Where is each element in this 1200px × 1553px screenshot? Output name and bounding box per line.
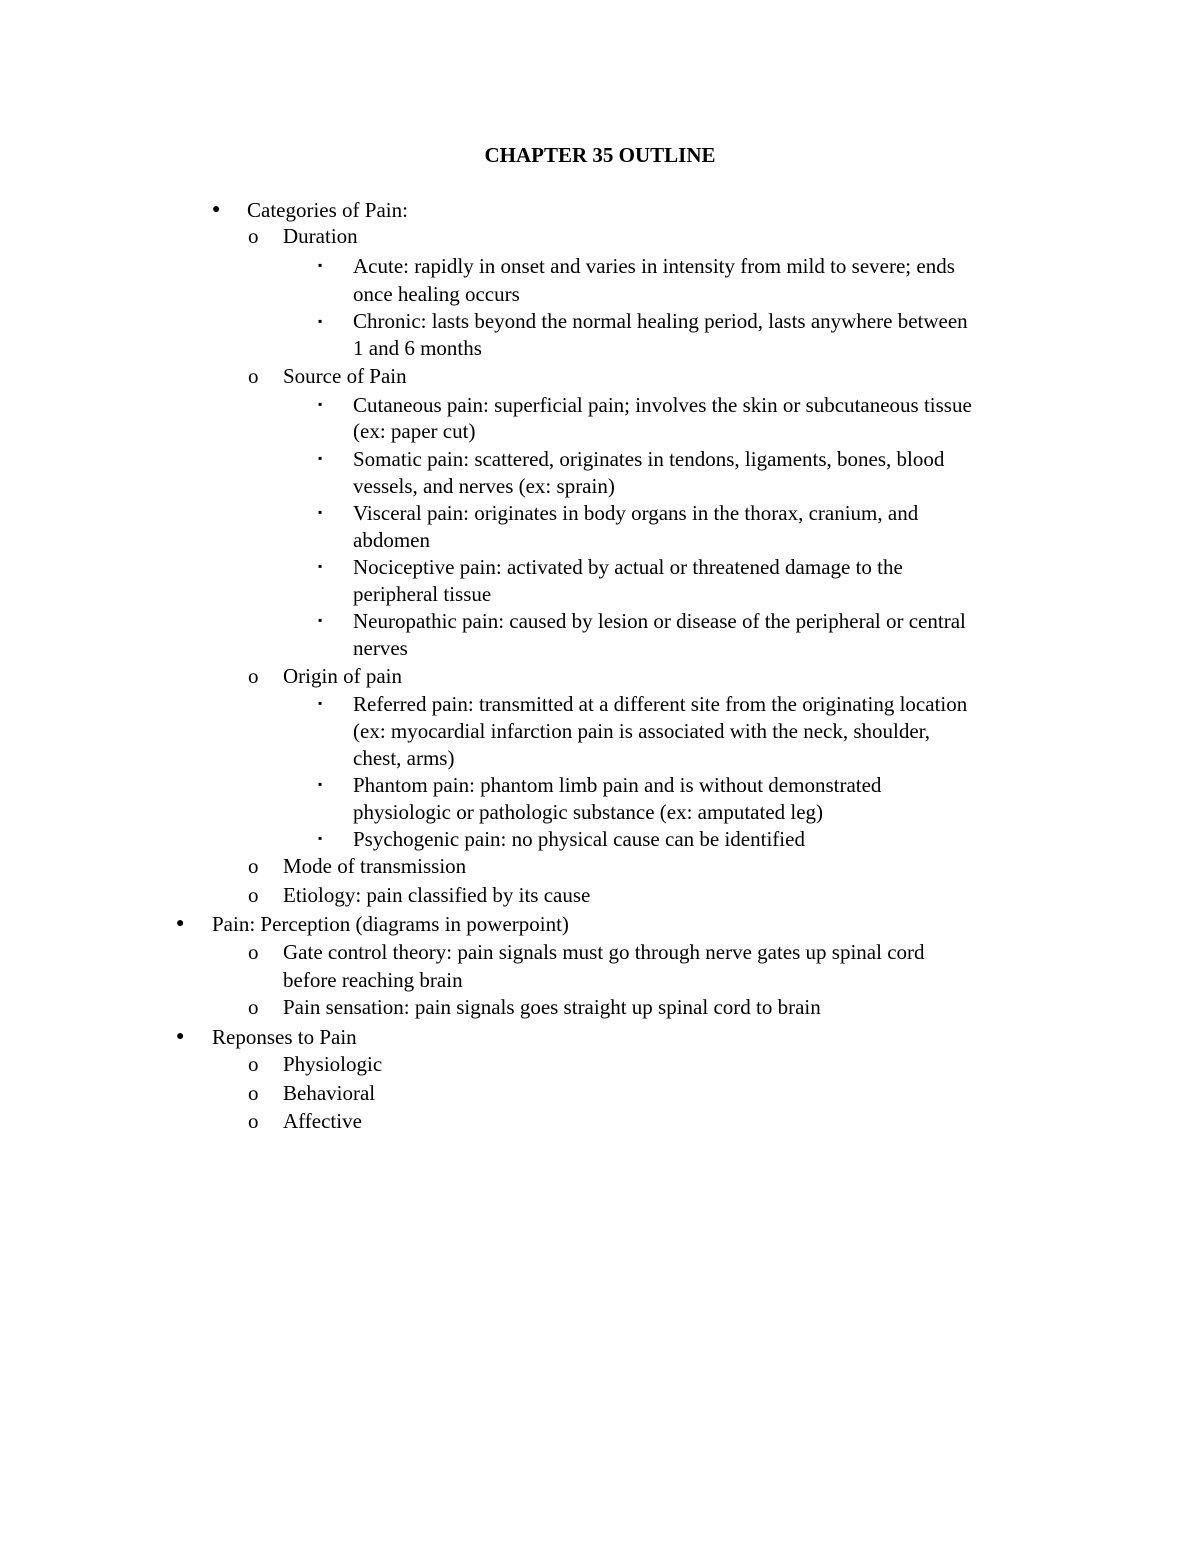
outline-item-psychogenic: Psychogenic pain: no physical cause can be identified	[353, 827, 805, 851]
level2-bullet: o	[248, 1081, 259, 1105]
outline-item-somatic-cont: vessels, and nerves (ex: sprain)	[353, 474, 615, 498]
outline-item-origin: Origin of pain	[283, 664, 402, 688]
outline-item-etiology: Etiology: pain classified by its cause	[283, 883, 591, 907]
page-title: CHAPTER 35 OUTLINE	[484, 143, 716, 167]
level2-bullet: o	[248, 364, 259, 388]
outline-item-chronic-cont: 1 and 6 months	[353, 336, 482, 360]
outline-item-categories: Categories of Pain:	[247, 198, 408, 222]
outline-item-pain-sensation: Pain sensation: pain signals goes straight up spinal cord to brain	[283, 995, 821, 1019]
outline-item-affective: Affective	[283, 1109, 362, 1133]
level2-bullet: o	[248, 664, 259, 688]
outline-item-phantom: Phantom pain: phantom limb pain and is without demonstrated	[353, 773, 882, 797]
level2-bullet: o	[248, 1109, 259, 1133]
outline-item-duration: Duration	[283, 224, 358, 248]
outline-item-physiologic: Physiologic	[283, 1052, 383, 1076]
level3-bullet: ▪	[318, 451, 323, 465]
outline-item-responses: Reponses to Pain	[212, 1025, 357, 1049]
level1-bullet: ●	[176, 1029, 185, 1044]
outline-item-visceral: Visceral pain: originates in body organs in the thorax, cranium, and	[353, 501, 919, 525]
outline-item-neuropathic-cont: nerves	[353, 636, 408, 660]
outline-item-gate-control-cont: before reaching brain	[283, 968, 463, 992]
outline-item-nociceptive-cont: peripheral tissue	[353, 582, 492, 606]
outline-item-visceral-cont: abdomen	[353, 528, 430, 552]
level2-bullet: o	[248, 940, 259, 964]
outline-item-mode: Mode of transmission	[283, 854, 467, 878]
level3-bullet: ▪	[318, 613, 323, 627]
level2-bullet: o	[248, 883, 259, 907]
level3-bullet: ▪	[318, 505, 323, 519]
level1-bullet: ●	[212, 202, 221, 217]
level2-bullet: o	[248, 995, 259, 1019]
level3-bullet: ▪	[318, 397, 323, 411]
outline-item-cutaneous: Cutaneous pain: superficial pain; involves the skin or subcutaneous tissue	[353, 393, 972, 417]
outline-item-behavioral: Behavioral	[283, 1081, 376, 1105]
outline-item-referred: Referred pain: transmitted at a different site from the originating location	[353, 692, 968, 716]
level3-bullet: ▪	[318, 559, 323, 573]
outline-item-acute: Acute: rapidly in onset and varies in intensity from mild to severe; ends	[353, 254, 955, 278]
outline-item-somatic: Somatic pain: scattered, originates in tendons, ligaments, bones, blood	[353, 447, 945, 471]
outline-item-acute-cont: once healing occurs	[353, 282, 520, 306]
level3-bullet: ▪	[318, 258, 323, 272]
outline-item-gate-control: Gate control theory: pain signals must go through nerve gates up spinal cord	[283, 940, 925, 964]
outline-item-perception: Pain: Perception (diagrams in powerpoint)	[212, 912, 569, 936]
outline-item-referred-cont: chest, arms)	[353, 746, 455, 770]
level3-bullet: ▪	[318, 314, 323, 328]
level3-bullet: ▪	[318, 831, 323, 845]
level1-bullet: ●	[176, 916, 185, 931]
outline-item-cutaneous-cont: (ex: paper cut)	[353, 419, 476, 443]
level2-bullet: o	[248, 854, 259, 878]
outline-item-neuropathic: Neuropathic pain: caused by lesion or disease of the peripheral or central	[353, 609, 966, 633]
outline-item-source: Source of Pain	[283, 364, 407, 388]
outline-item-chronic: Chronic: lasts beyond the normal healing period, lasts anywhere between	[353, 309, 968, 333]
outline-item-phantom-cont: physiologic or pathologic substance (ex: amputated leg)	[353, 800, 824, 824]
level2-bullet: o	[248, 224, 259, 248]
level3-bullet: ▪	[318, 696, 323, 710]
level3-bullet: ▪	[318, 777, 323, 791]
outline-item-nociceptive: Nociceptive pain: activated by actual or threatened damage to the	[353, 555, 903, 579]
level2-bullet: o	[248, 1052, 259, 1076]
outline-item-referred-cont: (ex: myocardial infarction pain is associated with the neck, shoulder,	[353, 719, 931, 743]
